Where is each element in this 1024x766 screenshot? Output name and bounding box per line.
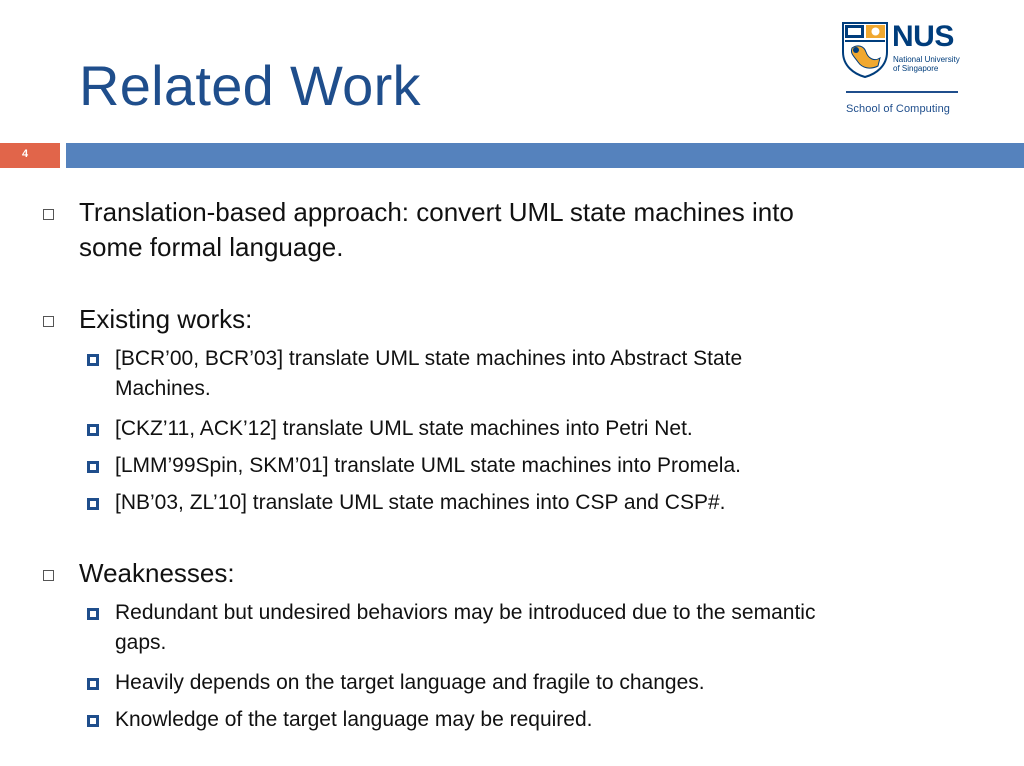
sub-bullet-text (115, 598, 995, 658)
sub-bullet-line: Redundant but undesired behaviors may be introduced due to the semantic (115, 601, 816, 624)
bullet-text-line: Translation-based approach: convert UML state machines into (79, 197, 794, 227)
nus-logo (842, 22, 960, 122)
nus-subtitle-line1: National University (893, 55, 960, 64)
sub-bullet-icon (87, 608, 99, 620)
nus-wordmark: NUS (892, 20, 954, 53)
sub-bullet-text: Knowledge of the target language may be required. (115, 708, 593, 731)
sub-bullet-text (115, 344, 995, 404)
sub-bullet-icon (87, 678, 99, 690)
bullet-text-line: some formal language. (79, 232, 344, 262)
sub-bullet-icon (87, 461, 99, 473)
square-bullet-icon (43, 209, 54, 220)
sub-bullet-icon (87, 354, 99, 366)
sub-bullet-line: [BCR’00, BCR’03] translate UML state machines into Abstract State (115, 347, 743, 370)
school-name: School of Computing (846, 103, 951, 115)
sub-bullet-icon (87, 715, 99, 727)
bullet-text: Existing works: (79, 304, 253, 334)
bullet-text: Weaknesses: (79, 558, 235, 588)
logo-divider (846, 91, 958, 93)
page-number-box (0, 143, 60, 168)
nus-crest-icon (842, 22, 888, 78)
sub-bullet-line: Machines. (115, 377, 211, 400)
slide-title: Related Work (79, 54, 421, 117)
sub-bullet-text: Heavily depends on the target language and fragile to changes. (115, 671, 705, 694)
square-bullet-icon (43, 316, 54, 327)
sub-bullet-icon (87, 498, 99, 510)
sub-bullet-text: [NB’03, ZL’10] translate UML state machines into CSP and CSP#. (115, 491, 726, 514)
sub-bullet-text: [CKZ’11, ACK’12] translate UML state machines into Petri Net. (115, 417, 693, 440)
page-number: 4 (22, 148, 29, 160)
bullet-text (79, 195, 794, 265)
sub-bullet-line: gaps. (115, 631, 167, 654)
nus-subtitle-line2: of Singapore (893, 64, 939, 74)
sub-bullet-icon (87, 424, 99, 436)
square-bullet-icon (43, 570, 54, 581)
nus-subtitle (893, 55, 960, 73)
sub-bullet-text: [LMM’99Spin, SKM’01] translate UML state machines into Promela. (115, 454, 741, 477)
header-band (66, 143, 1024, 168)
